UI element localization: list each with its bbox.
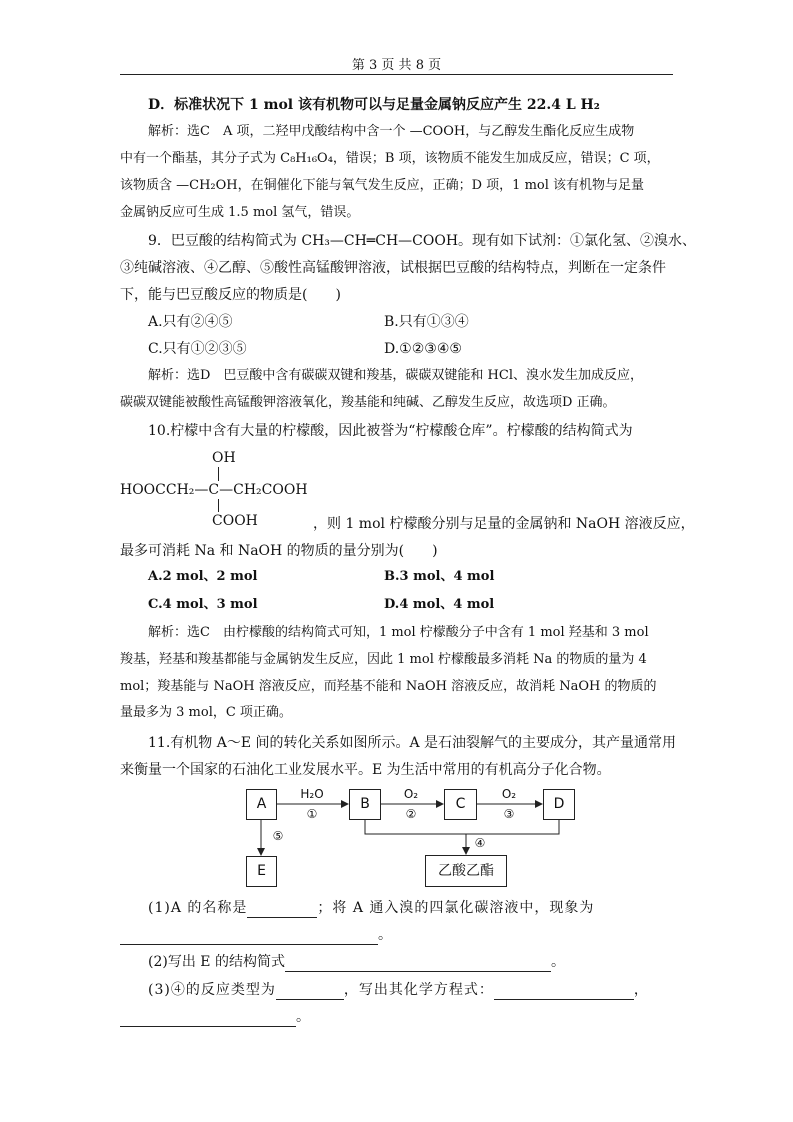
q11-sub2 bbox=[148, 952, 708, 972]
answer-blank[interactable] bbox=[285, 957, 551, 972]
citric-acid-cooh: COOH bbox=[212, 513, 258, 529]
node-e: E bbox=[246, 856, 277, 887]
node-c: C bbox=[444, 789, 477, 820]
q10-option-c: C.4 mol、3 mol bbox=[148, 597, 258, 612]
q11-sub3-cont bbox=[120, 1007, 680, 1027]
q10-expl-line: 量最多为 3 mol，C 项正确。 bbox=[120, 705, 292, 720]
q11-sub2-label: (2)写出 E 的结构简式 bbox=[148, 954, 285, 970]
citric-acid-main-chain: HOOCCH₂—C—CH₂COOH bbox=[120, 482, 308, 498]
page-header: 第 3 页 共 8 页 bbox=[351, 58, 442, 73]
q8-expl-line: 解析：选C A 项，二羟甲戊酸结构中含一个 —COOH，与乙醇发生酯化反应生成物 bbox=[148, 124, 635, 139]
q11-stem-line: 11.有机物 A～E 间的转化关系如图所示。A 是石油裂解气的主要成分，其产量通常用 bbox=[148, 735, 677, 751]
q8-expl-line: 金属钠反应可生成 1.5 mol 氢气，错误。 bbox=[120, 205, 360, 220]
answer-blank[interactable] bbox=[247, 903, 317, 918]
label-step-4: ④ bbox=[474, 836, 486, 850]
citric-acid-oh: OH bbox=[212, 450, 236, 466]
q11-stem-line: 来衡量一个国家的石油化工业发展水平。E 为生活中常用的有机高分子化合物。 bbox=[120, 762, 611, 778]
label-h2o: H₂O bbox=[300, 787, 324, 801]
q9-stem-line: 下，能与巴豆酸反应的物质是( ) bbox=[120, 287, 341, 303]
q11-sub3-comma: ， bbox=[633, 982, 649, 998]
answer-blank[interactable] bbox=[494, 985, 634, 1000]
q8-option-d: D．标准状况下 1 mol 该有机物可以与足量金属钠反应产生 22.4 L H₂ bbox=[148, 97, 600, 113]
label-step-3: ③ bbox=[503, 807, 515, 821]
q10-expl-line: 解析：选C 由柠檬酸的结构简式可知，1 mol 柠檬酸分子中含有 1 mol 羟基和 3 mol bbox=[148, 625, 649, 640]
node-d: D bbox=[543, 789, 575, 820]
answer-blank[interactable] bbox=[276, 985, 344, 1000]
q11-sub3-label: (3)④的反应类型为 bbox=[148, 982, 276, 998]
q11-sub1 bbox=[148, 898, 708, 918]
q9-stem-line: 9．巴豆酸的结构简式为 CH₃—CH═CH—COOH。现有如下试剂：①氯化氢、②溴水、 bbox=[148, 233, 697, 249]
node-a: A bbox=[246, 789, 277, 820]
q11-sub1-label: (1)A 的名称是 bbox=[148, 900, 248, 916]
q10-option-a: A.2 mol、2 mol bbox=[148, 569, 258, 584]
label-o2: O₂ bbox=[403, 787, 419, 801]
label-step-1: ① bbox=[306, 807, 318, 821]
label-o2: O₂ bbox=[501, 787, 517, 801]
q11-sub3-text: ，写出其化学方程式： bbox=[343, 982, 494, 998]
q10-option-d: D.4 mol、4 mol bbox=[384, 597, 495, 612]
q8-expl-line: 中有一个酯基，其分子式为 C₈H₁₆O₄，错误；B 项，该物质不能发生加成反应，错误；C 项， bbox=[120, 151, 660, 166]
q9-option-d: D.①②③④⑤ bbox=[384, 341, 462, 357]
q9-option-c: C.只有①②③⑤ bbox=[148, 341, 247, 357]
answer-blank[interactable] bbox=[120, 1012, 296, 1027]
q10-stem-line: 最多可消耗 Na 和 NaOH 的物质的量分别为( ) bbox=[120, 543, 438, 559]
q9-stem-line: ③纯碱溶液、④乙醇、⑤酸性高锰酸钾溶液，试根据巴豆酸的结构特点，判断在一定条件 bbox=[120, 260, 666, 276]
q11-sub1-text: ；将 A 通入溴的四氯化碳溶液中，现象为 bbox=[317, 900, 595, 916]
q10-option-b: B.3 mol、4 mol bbox=[384, 569, 495, 584]
node-ethyl-acetate: 乙酸乙酯 bbox=[425, 855, 507, 887]
q9-expl-line: 碳碳双键能被酸性高锰酸钾溶液氧化，羧基能和纯碱、乙醇发生反应，故选项D 正确。 bbox=[120, 395, 616, 410]
q11-sub2-end: 。 bbox=[550, 954, 565, 970]
q10-expl-line: mol；羧基能与 NaOH 溶液反应，而羟基不能和 NaOH 溶液反应，故消耗 NaOH 的物质的 bbox=[120, 679, 657, 694]
q11-sub3-end: 。 bbox=[296, 1009, 310, 1025]
q8-expl-line: 该物质含 —CH₂OH，在铜催化下能与氧气发生反应，正确；D 项，1 mol 该有机物与足量 bbox=[120, 178, 645, 193]
q9-option-a: A.只有②④⑤ bbox=[148, 314, 233, 330]
q9-option-b: B.只有①③④ bbox=[384, 314, 469, 330]
bracket-b-d bbox=[365, 820, 559, 834]
answer-blank[interactable] bbox=[120, 930, 378, 945]
q10-stem-line: 10.柠檬中含有大量的柠檬酸，因此被誉为“柠檬酸仓库”。柠檬酸的结构简式为 bbox=[148, 423, 633, 439]
q11-sub1-end: 。 bbox=[378, 927, 392, 943]
q10-expl-line: 羧基，羟基和羧基都能与金属钠发生反应，因此 1 mol 柠檬酸最多消耗 Na 的物质的量为 4 bbox=[120, 652, 647, 667]
q9-expl-line: 解析：选D 巴豆酸中含有碳碳双键和羧基，碳碳双键能和 HCl、溴水发生加成反应， bbox=[148, 368, 643, 383]
label-step-5: ⑤ bbox=[272, 829, 284, 843]
label-step-2: ② bbox=[405, 807, 417, 821]
q11-sub1-cont bbox=[120, 925, 680, 945]
node-b: B bbox=[349, 789, 381, 820]
q10-stem-line: ，则 1 mol 柠檬酸分别与足量的金属钠和 NaOH 溶液反应， bbox=[313, 516, 695, 532]
q11-sub3 bbox=[148, 980, 708, 1000]
